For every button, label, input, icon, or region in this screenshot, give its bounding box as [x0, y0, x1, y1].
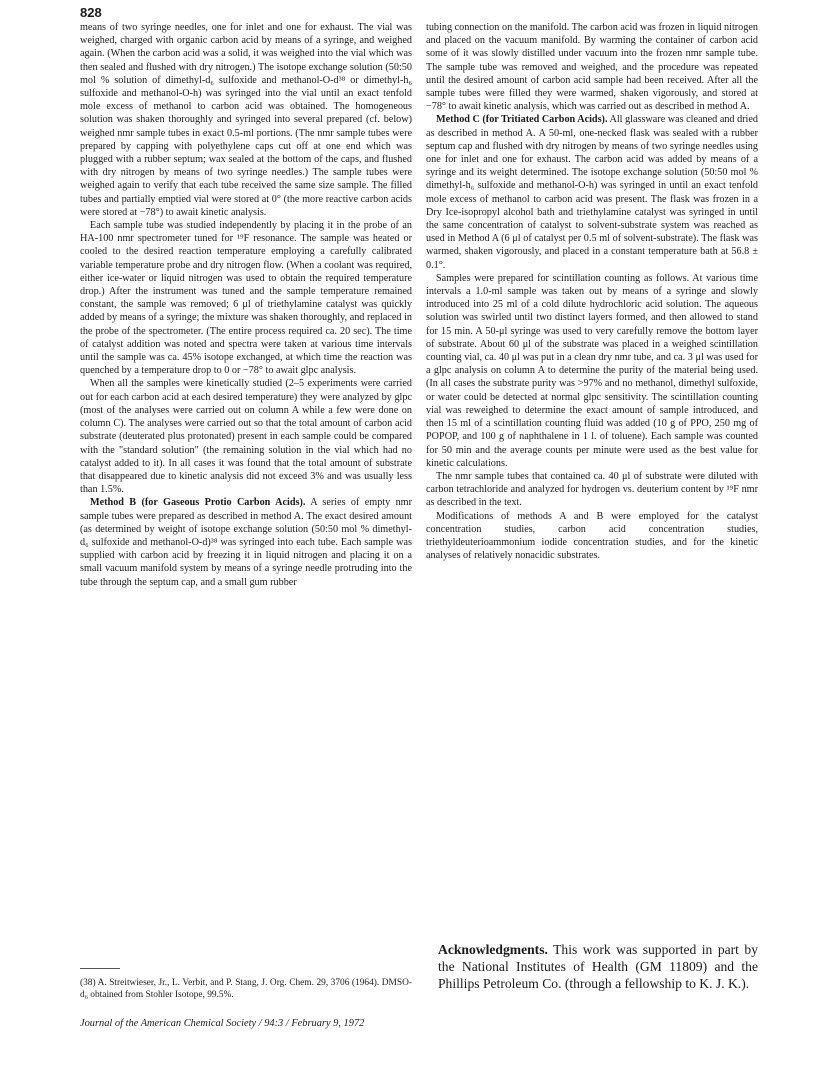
paragraph [426, 470, 758, 510]
paragraph [426, 21, 758, 113]
paragraph-text: Samples were prepared for scintillation counting as follows. At various time intervals a 1.0-ml sample was taken out by means of a syringe and slowly introduced into 25 ml of a cold dilute hydrochloric acid solution. The aqueous solution was swirled until two distinct layers formed, and then allowed to stand for 15 min. A 50-μl syringe was used to very carefully remove the bottom layer of substrate. About 60 μl of the substrate was placed in a weighed scintillation counting vial, ca. 40 μl was put in a clean dry nmr tube, and ca. 3 μl was used for a glpc analysis on column A to determine the purity of the material being used. (In all cases the substrate purity was >97% and no methanol, dimethyl sulfoxide, or water could be detected at normal glpc sensitivity. The scintillation counting vial was reweighed to determine the exact amount of sample introduced, and then 15 ml of a scintillation counting fluid was added (10 g of PPO, 250 mg of POPOP, and 100 g of naphthalene in 1 l. of toluene). Each sample was counted for 50 min and the average counts per minute were used as the best value for kinetic calculations. [426, 272, 758, 469]
paragraph [80, 219, 412, 377]
method-b-heading: Method B (for Gaseous Protio Carbon Acids). [90, 497, 306, 509]
paragraph-text: When all the samples were kinetically studied (2–5 experiments were carried out for each carbon acid at each desired temperature) they were analyzed by glpc (most of the analyses were carried out on column A while a few were done on column C). The analyses were carried out so that the total amount of carbon acid substrate (deuterated plus protonated) present in each sample could be compared with the "standard solution" (the remaining solution in the vial which had no catalyst added to it). In all cases it was found that the total amount of substrate that disappeared due to kinetic analysis did not exceed 3% and was usually less than 1.5%. [80, 378, 412, 496]
page-number: 828 [80, 5, 102, 20]
paragraph-text: The nmr sample tubes that contained ca. 40 μl of substrate were diluted with carbon tetrachloride and analyzed for hydrogen vs. deuterium content by ¹⁹F nmr as described in the text. [426, 470, 758, 509]
paragraph-text: means of two syringe needles, one for inlet and one for exhaust. The vial was weighed, charged with organic carbon acid by means of a syringe, and weighed again. (When the carbon acid was a solid, it was weighed into the vial which was then sealed and flushed with dry nitrogen.) The isotope exchange solution (50:50 mol % solution of dimethyl-d₆ sulfoxide and methanol-O-d³⁸ or dimethyl-h₆ sulfoxide and methanol-O-h) was syringed into the vial until an exact tenfold mole excess of methanol to carbon acid was obtained. The homogeneous solution was shaken thoroughly and syringed into several prepared (cf. below) weighed nmr sample tubes in exact 0.5-ml portions. (The nmr sample tubes were prepared by capping with polyethylene caps cut off at one end which was plugged with a rubber septum; wax sealed at the bottom of the caps, and flushed with dry nitrogen by means of two syringe needles.) The sample tubes were weighed again to verify that each tube received the same size sample. The filled tubes and partially emptied vial were stored at 0° (the more reactive carbon acids were stored at −78°) to await kinetic analysis. [80, 22, 412, 218]
footnote-38: (38) A. Streitwieser, Jr., L. Verbit, and P. Stang, J. Org. Chem. 29, 3706 (1964). DMSO-d₆ obtained from Stohler Isotope, 99.5%. [80, 978, 412, 1000]
acknowledgments [438, 941, 758, 992]
left-column [80, 21, 412, 589]
paragraph-text: Each sample tube was studied independently by placing it in the probe of an HA-100 nmr spectrometer tuned for ¹⁹F resonance. The sample was heated or cooled to the desired reaction temperature employing a carefully calibrated variable temperature probe and dry nitrogen flow. (When a coolant was required, either ice-water or liquid nitrogen was used to obtain the required temperature drop.) After the instrument was tuned and the sample temperature remained constant, the sample was removed; 6 μl of triethylamine catalyst was quickly added by means of a syringe; the mixture was shaken thoroughly, and replaced in the probe of the spectrometer. (The entire process required ca. 20 sec). The time of catalyst addition was noted and spectra were taken at various time intervals until the sample was ca. 45% isotope exchanged, at which time the reaction was quenched by a temperature drop to 0 or −78° to await glpc analysis. [80, 220, 412, 377]
paragraph [426, 510, 758, 563]
right-column [426, 21, 758, 562]
paragraph [426, 113, 758, 271]
acknowledgments-text: This work was supported in part by the National Institutes of Health (GM 11809) and the Phillips Petroleum Co. (through a fellowship to K. J. K.). [438, 942, 758, 991]
paragraph [80, 377, 412, 496]
paragraph-text: Modifications of methods A and B were employed for the catalyst concentration studies, carbon acid concentration studies, triethyldeuterioammonium iodide concentration studies, and for the kinetic analyses of relatively nonacidic substrates. [426, 510, 758, 562]
journal-footer: Journal of the American Chemical Society / 94:3 / February 9, 1972 [80, 1018, 365, 1029]
paragraph-text: A series of empty nmr sample tubes were prepared as described in method A. The exact desired amount (as determined by weight of isotope exchange solution (50:50 mol % dimethyl-d₆ sulfoxide and methanol-O-d)³⁸ was syringed into each tube. Each sample was supplied with carbon acid by freezing it in liquid nitrogen and placing it on a small vacuum manifold system by means of a syringe needle protruding into the tube through the septum cap, and a small gum rubber [80, 497, 412, 588]
paragraph [426, 272, 758, 470]
footnote-divider [80, 968, 120, 969]
paragraph [80, 21, 412, 219]
acknowledgments-heading: Acknowledgments. [438, 942, 548, 957]
method-c-heading: Method C (for Tritiated Carbon Acids). [436, 114, 608, 126]
paragraph-text: tubing connection on the manifold. The carbon acid was frozen in liquid nitrogen and placed on the vacuum manifold. By warming the container of carbon acid some of it was slowly distilled under vacuum into the frozen nmr sample tube. The sample tube was removed and weighed, and the procedure was repeated until the desired amount of carbon acid sample had been received. After all the sample tubes were filled they were warmed, shaken vigorously, and stored at −78° to await kinetic analysis, which was carried out as described in method A. [426, 22, 758, 113]
paragraph [80, 496, 412, 588]
paragraph-text: All glassware was cleaned and dried as described in method A. A 50-ml, one-necked flask was sealed with a rubber septum cap and flushed with dry nitrogen by means of two syringe needles using one for inlet and one for exhaust. The carbon acid was added by means of a syringe and its weight determined. The isotope exchange solution (50:50 mol % dimethyl-h₆ sulfoxide and methanol-O-h) was syringed in until an exact tenfold mole excess of methanol to carbon acid was present. The flask was frozen in a Dry Ice-isopropyl alcohol bath and triethylamine catalyst was syringed in until the same concentration of catalyst to solvent-substrate system was reached as used in Method A (6 μl of catalyst per 0.5 ml of solvent-substrate). The flask was warmed, shaken vigorously, and placed in a constant temperature bath at 56.8 ± 0.1°. [426, 114, 759, 271]
